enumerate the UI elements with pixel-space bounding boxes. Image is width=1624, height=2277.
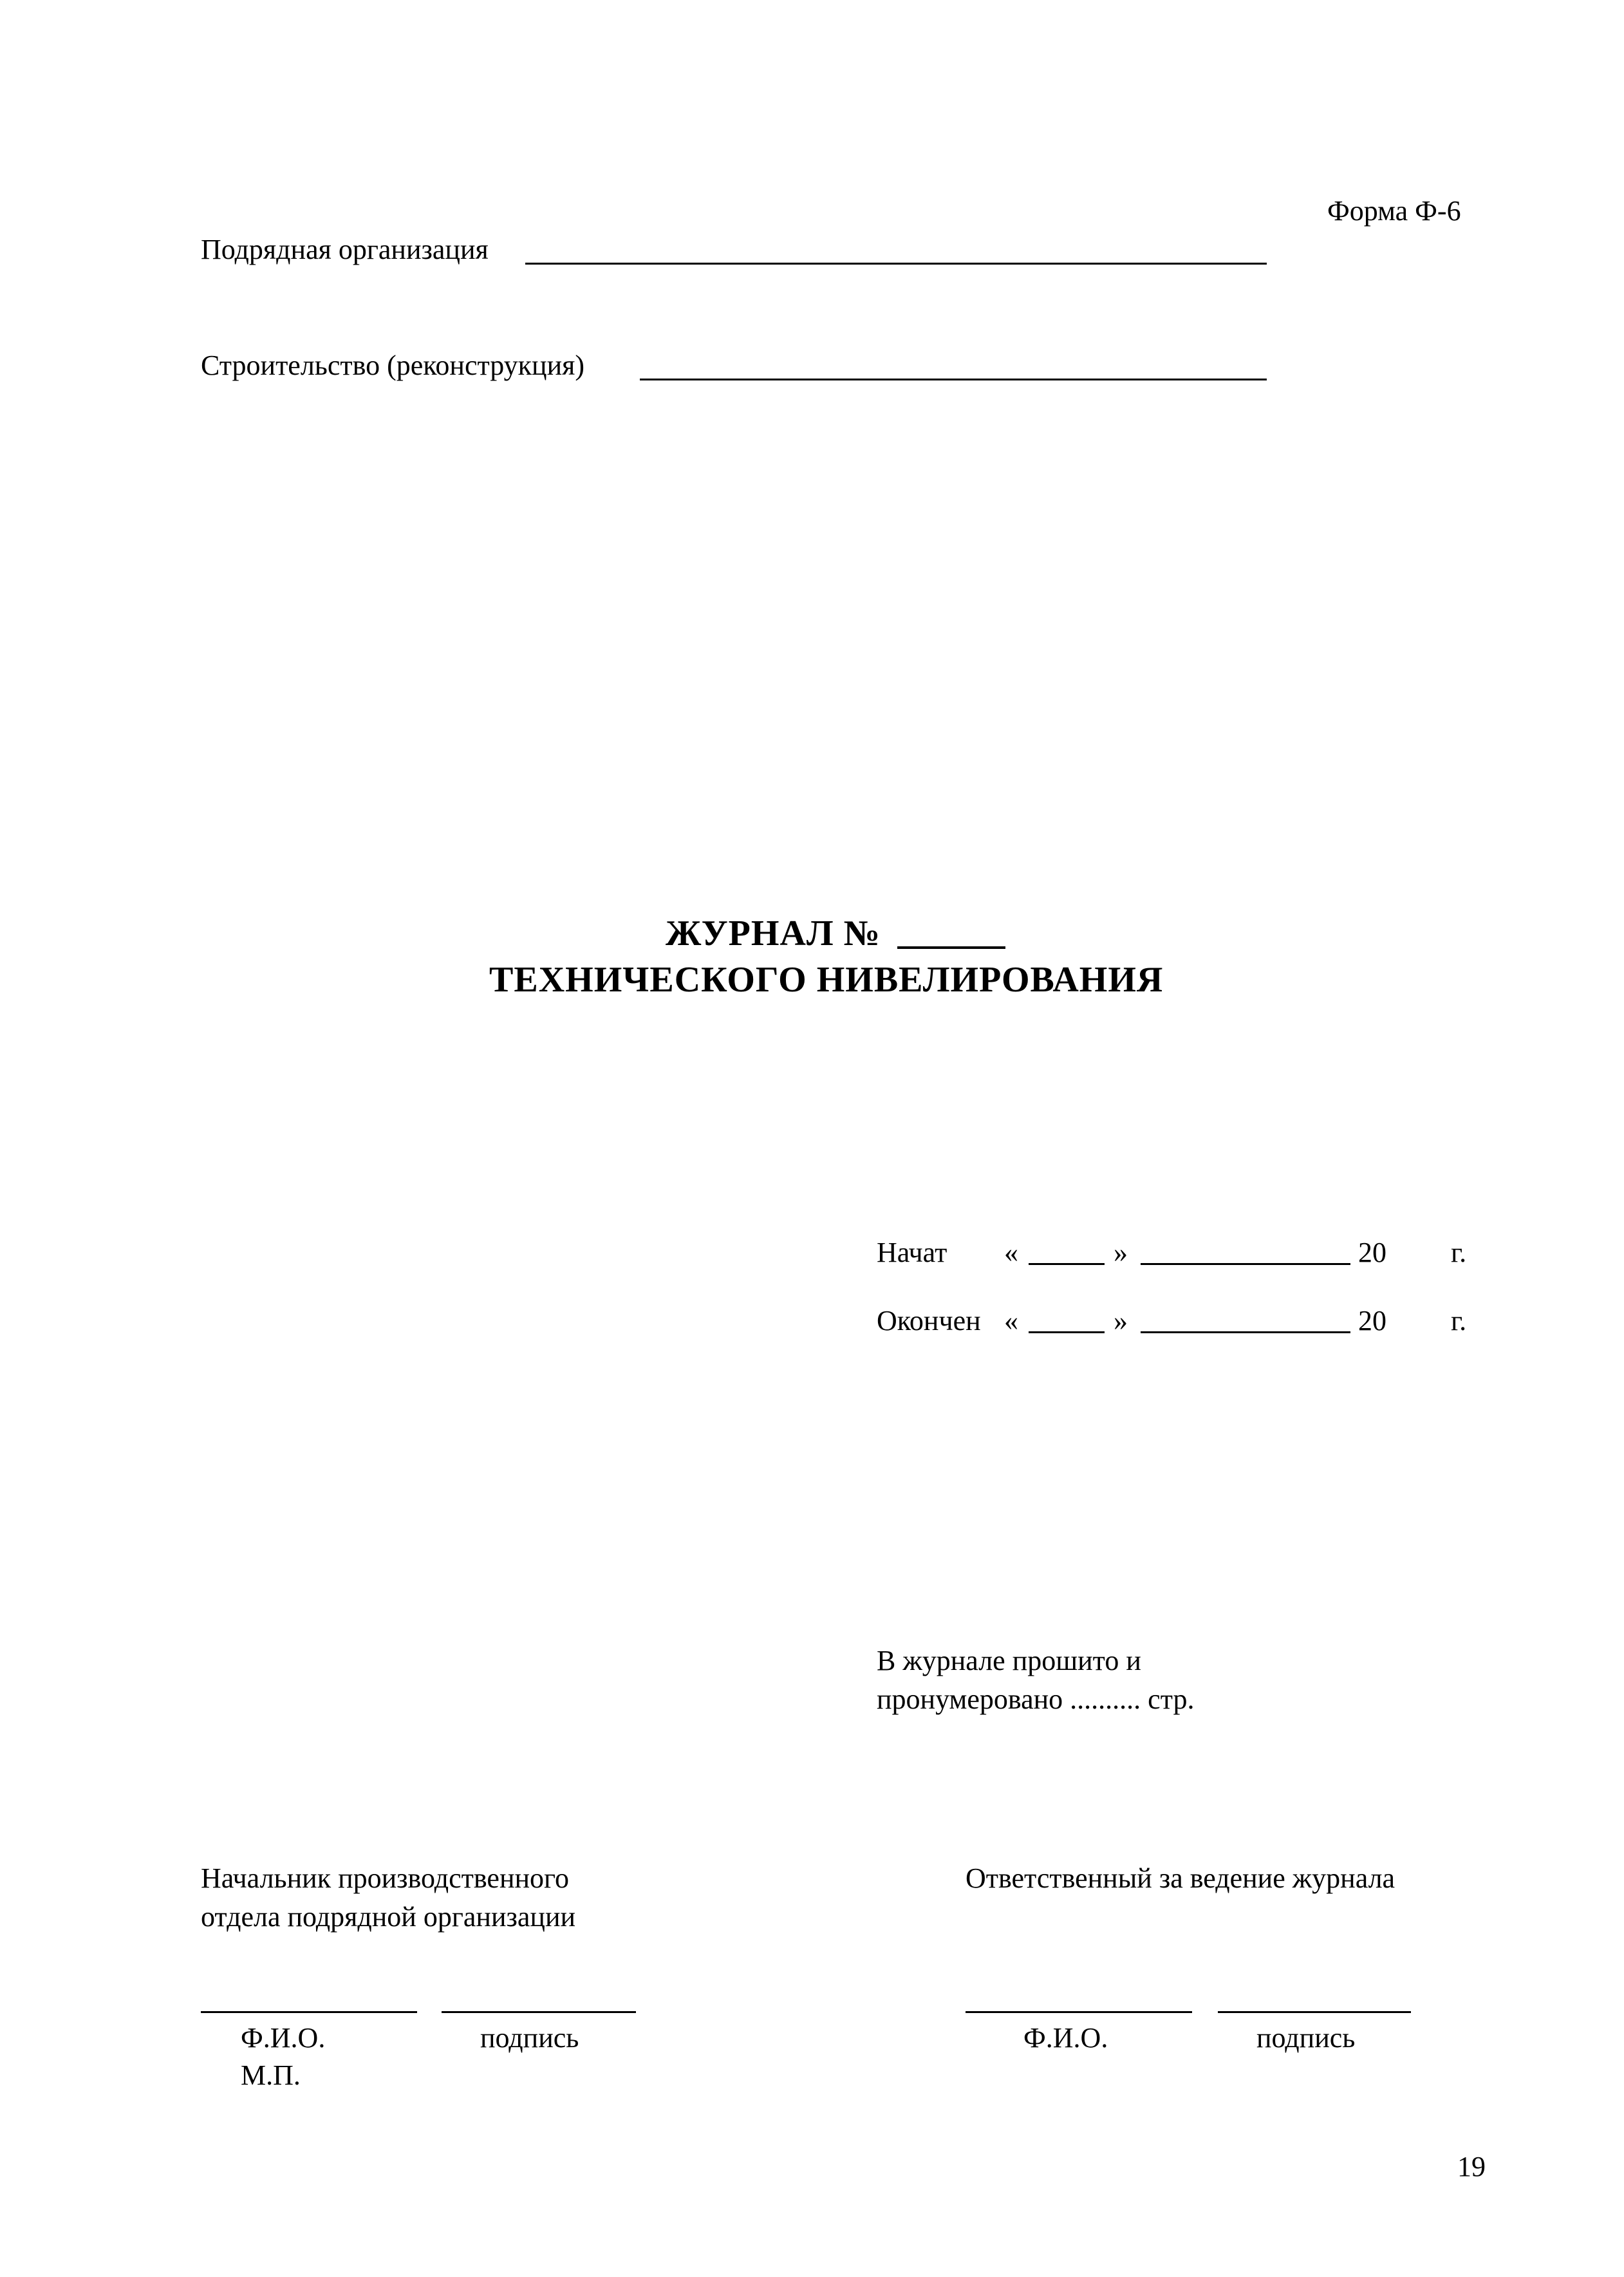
finished-label: Окончен xyxy=(877,1305,981,1336)
finished-close-quote: » xyxy=(1114,1305,1128,1336)
right-signature-label: подпись xyxy=(1256,2022,1356,2054)
right-fio-line[interactable] xyxy=(966,2011,1192,2013)
left-fio-label: Ф.И.О. xyxy=(241,2022,326,2054)
left-signature-line[interactable] xyxy=(442,2011,636,2013)
finished-day-line[interactable] xyxy=(1029,1331,1105,1333)
binding-note-line2: пронумеровано .......... стр. xyxy=(877,1683,1195,1715)
left-signature-label: подпись xyxy=(480,2022,579,2054)
journal-number-line[interactable] xyxy=(897,946,1005,949)
started-label: Начат xyxy=(877,1237,947,1268)
right-fio-label: Ф.И.О. xyxy=(1023,2022,1108,2054)
started-day-line[interactable] xyxy=(1029,1263,1105,1265)
started-open-quote: « xyxy=(1004,1237,1018,1268)
finished-open-quote: « xyxy=(1004,1305,1018,1336)
right-signer-title: Ответственный за ведение журнала xyxy=(966,1862,1395,1894)
right-signature-line[interactable] xyxy=(1218,2011,1411,2013)
journal-title-subject: ТЕХНИЧЕСКОГО НИВЕЛИРОВАНИЯ xyxy=(489,960,1164,1000)
left-signer-title-line2: отдела подрядной организации xyxy=(201,1901,576,1933)
page-number: 19 xyxy=(1457,2151,1486,2182)
finished-year-suffix: г. xyxy=(1451,1305,1467,1336)
started-month-line[interactable] xyxy=(1141,1263,1350,1265)
finished-year-prefix: 20 xyxy=(1358,1305,1386,1336)
stamp-label: М.П. xyxy=(241,2059,301,2091)
started-close-quote: » xyxy=(1114,1237,1128,1268)
contractor-field-line[interactable] xyxy=(525,263,1267,265)
contractor-label: Подрядная организация xyxy=(201,234,489,265)
started-year-prefix: 20 xyxy=(1358,1237,1386,1268)
binding-note-line1: В журнале прошито и xyxy=(877,1645,1141,1676)
construction-field-line[interactable] xyxy=(640,379,1267,380)
left-signer-title-line1: Начальник производственного xyxy=(201,1862,569,1894)
form-label: Форма Ф-6 xyxy=(1327,195,1461,227)
left-fio-line[interactable] xyxy=(201,2011,417,2013)
started-year-suffix: г. xyxy=(1451,1237,1467,1268)
finished-month-line[interactable] xyxy=(1141,1331,1350,1333)
journal-title-number: ЖУРНАЛ № xyxy=(666,914,881,953)
construction-label: Строительство (реконструкция) xyxy=(201,350,585,381)
